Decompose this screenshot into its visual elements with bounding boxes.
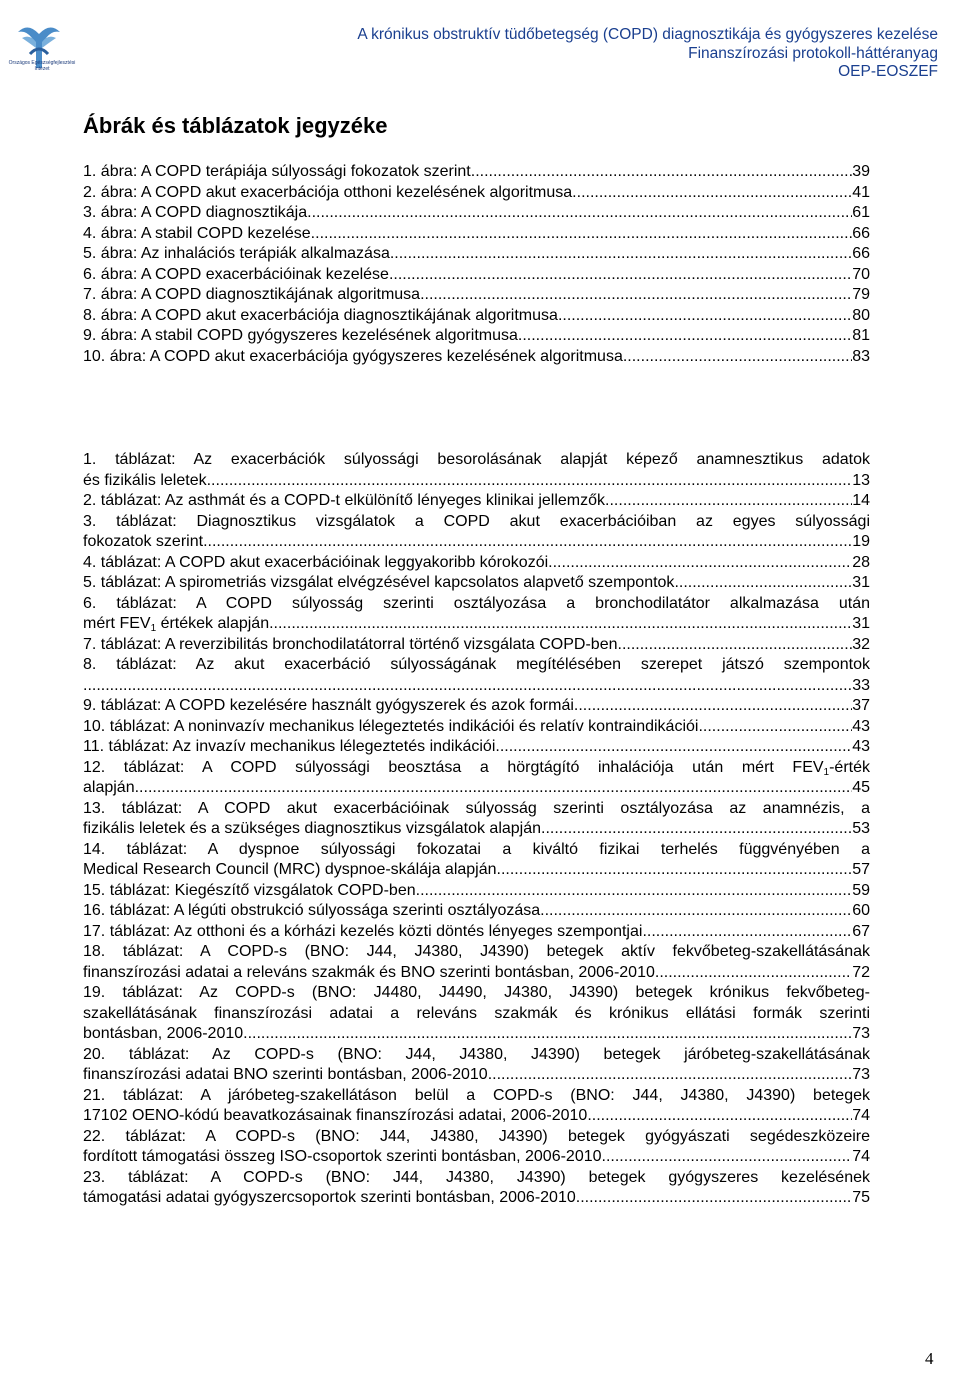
toc-entry-line: 14. táblázat: A dyspnoe súlyossági fokozatai a kiváltó fizikai terhelés függvényében a (83, 840, 870, 858)
toc-entry-last-line (83, 963, 870, 984)
toc-entry-last-line (83, 491, 870, 512)
toc-entry-last-line (83, 553, 870, 574)
toc-entry-last-line (83, 1188, 870, 1209)
toc-entry-figure (83, 224, 870, 245)
toc-entry-text: alapján (83, 779, 135, 796)
toc-entry-line: 3. táblázat: Diagnosztikus vizsgálatok a COPD akut exacerbációiban az egyes súlyossági (83, 512, 870, 530)
toc-entry-line (83, 758, 870, 779)
figure-list (83, 162, 870, 367)
toc-entry-text: 5. táblázat: A spirometriás vizsgálat elvégzésével kapcsolatos alapvető szempontok (83, 574, 675, 591)
dot-leader (572, 183, 852, 204)
toc-entry-last-line (83, 860, 870, 881)
toc-entry-last-line (83, 717, 870, 738)
header-line-2: Finanszírozási protokoll-háttéranyag (688, 44, 938, 62)
toc-entry-text: 6. ábra: A COPD exacerbációinak kezelése (83, 265, 389, 283)
toc-entry-page: 31 (852, 615, 870, 632)
toc-entry-page: 60 (852, 902, 870, 919)
dot-leader (416, 881, 853, 902)
toc-entry-table (83, 1045, 870, 1086)
toc-entry-page: 81 (852, 327, 870, 344)
toc-entry-table (83, 573, 870, 594)
toc-entry-table (83, 983, 870, 1045)
toc-entry-page: 83 (852, 347, 870, 365)
toc-entry-text: Medical Research Council (MRC) dyspnoe-skálája alapján (83, 861, 497, 878)
toc-entry-page: 73 (852, 1066, 870, 1083)
toc-entry-text: 11. táblázat: Az invazív mechanikus lélegeztetés indikációi (83, 738, 496, 755)
toc-entry-line: 18. táblázat: A COPD-s (BNO: J44, J4380, J4390) betegek aktív fekvőbeteg-szakellátásának (83, 943, 870, 960)
toc-entry-line: 20. táblázat: Az COPD-s (BNO: J44, J4380, J4390) betegek járóbeteg-szakellátásának (83, 1045, 870, 1063)
toc-entry-page: 37 (852, 697, 870, 714)
toc-entry-last-line (83, 737, 870, 758)
dot-leader (592, 1106, 852, 1127)
dot-leader (642, 922, 852, 943)
dot-leader (674, 573, 852, 594)
dot-leader (518, 326, 852, 347)
toc-entry-page: 75 (852, 1189, 870, 1206)
dot-leader (574, 696, 852, 717)
toc-entry-last-line (83, 635, 870, 656)
toc-entry-last-line (83, 819, 870, 840)
dot-leader (495, 737, 852, 758)
toc-entry-text: 7. ábra: A COPD diagnosztikájának algoritmusa (83, 286, 421, 303)
dot-leader (207, 471, 853, 492)
toc-entry-text: 2. ábra: A COPD akut exacerbációja otthoni kezelésének algoritmusa (83, 183, 573, 201)
toc-entry-page: 66 (852, 224, 870, 242)
toc-entry-table (83, 594, 870, 635)
toc-entry-page: 73 (852, 1025, 870, 1042)
dot-leader (541, 819, 852, 840)
toc-entry-line: 22. táblázat: A COPD-s (BNO: J44, J4380, J4390) betegek gyógyászati segédeszközeire (83, 1127, 870, 1145)
toc-entry-page: 43 (852, 717, 870, 735)
toc-entry-table (83, 922, 870, 943)
toc-entry-last-line (83, 1065, 870, 1086)
toc-entry-page: 66 (852, 245, 870, 262)
toc-entry-table (83, 1127, 870, 1168)
toc-entry-line: 21. táblázat: A járóbeteg-szakellátáson belül a COPD-s (BNO: J44, J4380, J4390) betegek (83, 1086, 870, 1104)
dot-leader (618, 635, 853, 656)
toc-entry-table (83, 942, 870, 983)
toc-entry-page: 57 (852, 861, 870, 878)
toc-entry-text: 3. ábra: A COPD diagnosztikája (83, 204, 308, 221)
dot-leader (307, 203, 852, 224)
toc-entry-last-line (83, 1147, 870, 1168)
toc-entry-page: 33 (852, 676, 870, 694)
dot-leader (558, 306, 852, 327)
toc-entry-last-line (83, 614, 870, 635)
toc-entry-page: 59 (852, 881, 870, 899)
toc-entry-table (83, 717, 870, 738)
toc-entry-table (83, 635, 870, 656)
toc-entry-table (83, 881, 870, 902)
toc-entry-table (83, 901, 870, 922)
dot-leader (606, 1147, 852, 1168)
toc-entry-page: 19 (852, 533, 870, 550)
toc-entry-table (83, 758, 870, 799)
toc-entry-table (83, 696, 870, 717)
toc-entry-figure (83, 244, 870, 265)
toc-entry-last-line (83, 881, 870, 902)
toc-entry-figure (83, 183, 870, 204)
toc-entry-table (83, 491, 870, 512)
toc-entry-page: 74 (852, 1148, 870, 1165)
dot-leader (548, 553, 852, 574)
toc-entry-page: 72 (852, 963, 870, 981)
toc-entry-text: finanszírozási adatai BNO szerinti bontásban, 2006-2010. (83, 1066, 493, 1083)
dot-leader (698, 717, 852, 738)
toc-entry-line: 8. táblázat: Az akut exacerbáció súlyosságának megítélésében szerepet játszó szempontok (83, 656, 870, 673)
toc-entry-table (83, 737, 870, 758)
toc-entry-page: 32 (852, 635, 870, 653)
dot-leader (540, 901, 852, 922)
toc-entry-text: 10. ábra: A COPD akut exacerbációja gyógyszeres kezelésének algoritmusa (83, 347, 623, 365)
toc-entry-figure (83, 265, 870, 286)
toc-entry-page: 28 (852, 553, 870, 571)
toc-line-subscript: 1 (823, 766, 830, 778)
dot-leader (580, 1188, 852, 1209)
toc-entry-table (83, 512, 870, 553)
toc-entry-text: 5. ábra: Az inhalációs terápiák alkalmazása (83, 245, 390, 262)
toc-entry-line: 6. táblázat: A COPD súlyosság szerinti osztályozása a bronchodilatátor alkalmazása után (83, 594, 870, 612)
toc-entry-line: 1. táblázat: Az exacerbációk súlyossági besorolásának alapját képező anamnesztikus adatok (83, 451, 870, 468)
dot-leader (492, 1065, 852, 1086)
toc-entry-page: 53 (852, 820, 870, 837)
header-line-1: A krónikus obstruktív tüdőbetegség (COPD) diagnosztikája és gyógyszeres kezelése (357, 26, 938, 43)
toc-line-text: mért FEV (83, 615, 151, 632)
toc-entry-page: 67 (852, 922, 870, 940)
toc-entry-text: 9. táblázat: A COPD kezelésére használt gyógyszerek és azok formái (83, 697, 574, 714)
toc-line-text: 12. táblázat: A COPD súlyossági beosztása a hörgtágító inhalációja után mért FEV (83, 758, 824, 776)
toc-entry-text: 9. ábra: A stabil COPD gyógyszeres kezelésének algoritmusa (83, 327, 518, 344)
logo-caption: Országos Egészségfejlesztési Intézet (8, 60, 76, 72)
dot-leader (471, 162, 852, 183)
dot-leader (390, 244, 852, 265)
toc-entry-text: 2. táblázat: Az asthmát és a COPD-t elkülönítő lényeges klinikai jellemzők (83, 492, 606, 509)
toc-entry-figure (83, 203, 870, 224)
toc-entry-table (83, 840, 870, 881)
toc-entry-table (83, 1086, 870, 1127)
toc-entry-text: fizikális leletek és a szükséges diagnosztikus vizsgálatok alapján (83, 820, 542, 837)
dot-leader (248, 1024, 853, 1045)
toc-entry-line: 23. táblázat: A COPD-s (BNO: J44, J4380, J4390) betegek gyógyszeres kezelésének (83, 1168, 870, 1186)
toc-entry-text: fordított támogatási összeg ISO-csoportok szerinti bontásban, 2006-2010. (83, 1148, 606, 1165)
toc-entry-text: 7. táblázat: A reverzibilitás bronchodilatátorral történő vizsgálata COPD-ben (83, 635, 618, 653)
toc-entry-last-line (83, 901, 870, 922)
toc-entry-figure (83, 326, 870, 347)
header-text (357, 26, 938, 82)
page-number: 4 (925, 1349, 934, 1368)
table-list (83, 450, 870, 1209)
toc-entry-page: 80 (852, 306, 870, 324)
toc-entry-page: 74 (852, 1107, 870, 1124)
toc-entry-last-line (83, 532, 870, 553)
toc-entry-line: 19. táblázat: Az COPD-s (BNO: J4480, J4490, J4380, J4390) betegek krónikus fekvőbeteg- (83, 984, 870, 1001)
dot-leader (389, 265, 852, 286)
toc-entry-text: 10. táblázat: A noninvazív mechanikus lélegeztetés indikációi és relatív kontraindikációi (83, 717, 699, 735)
toc-entry-figure (83, 306, 870, 327)
toc-entry-text: bontásban, 2006-2010. (83, 1025, 248, 1042)
dot-leader (659, 963, 852, 984)
dot-leader (269, 614, 852, 635)
dot-leader (420, 285, 852, 306)
dot-leader (623, 347, 852, 368)
toc-entry-text: 4. táblázat: A COPD akut exacerbációinak leggyakoribb kórokozói (83, 553, 549, 571)
dot-leader (203, 532, 852, 553)
toc-line-subscript: 1 (150, 623, 157, 634)
toc-entry-last-line (83, 573, 870, 594)
toc-entry-line: 13. táblázat: A COPD akut exacerbációinak súlyosság szerinti osztályozása az anamnézis, a (83, 799, 870, 817)
toc-entry-page: 70 (852, 265, 870, 283)
header-line-3: OEP-EOSZEF (838, 63, 938, 80)
dot-leader (497, 860, 853, 881)
toc-line-text: értékek alapján (156, 615, 270, 632)
toc-entry-text: 15. táblázat: Kiegészítő vizsgálatok COPD-ben (83, 881, 416, 899)
toc-entry-last-line (83, 1024, 870, 1045)
toc-entry-last-line (83, 778, 870, 799)
toc-entry-text: 16. táblázat: A légúti obstrukció súlyossága szerinti osztályozása (83, 902, 541, 919)
toc-entry-last-line (83, 1106, 870, 1127)
toc-line-text: -érték (829, 758, 870, 776)
toc-entry-table (83, 655, 870, 696)
toc-entry-text (83, 614, 269, 635)
toc-entry-text: támogatási adatai gyógyszercsoportok szerinti bontásban, 2006-2010. (83, 1189, 581, 1206)
toc-entry-last-line (83, 471, 870, 492)
toc-entry-page: 31 (852, 574, 870, 591)
toc-entry-page: 14 (852, 492, 870, 509)
toc-entry-page: 45 (852, 779, 870, 796)
page-title: Ábrák és táblázatok jegyzéke (83, 113, 388, 138)
toc-entry-text: 1. ábra: A COPD terápiája súlyossági fokozatok szerint (83, 163, 471, 180)
toc-entry-page: 61 (852, 204, 870, 221)
toc-entry-page: 41 (852, 183, 870, 201)
toc-entry-text: és fizikális leletek (83, 471, 207, 489)
toc-entry-last-line (83, 676, 870, 697)
toc-entry-last-line (83, 696, 870, 717)
toc-entry-last-line (83, 922, 870, 943)
toc-entry-table (83, 1168, 870, 1209)
toc-entry-text: finanszírozási adatai a releváns szakmák és BNO szerinti bontásban, 2006-2010. (83, 963, 660, 981)
dot-leader (83, 676, 852, 697)
toc-entry-page: 79 (852, 286, 870, 303)
toc-entry-text: 17. táblázat: Az otthoni és a kórházi kezelés közti döntés lényeges szempontjai (83, 922, 643, 940)
toc-entry-figure (83, 285, 870, 306)
toc-entry-page: 39 (852, 163, 870, 180)
toc-entry-page: 43 (852, 738, 870, 755)
toc-entry-text: 17102 OENO-kódú beavatkozásainak finanszírozási adatai, 2006-2010. (83, 1107, 592, 1124)
toc-entry-figure (83, 162, 870, 183)
dot-leader (311, 224, 853, 245)
toc-entry-line: szakellátásának finanszírozási adatai a releváns szakmák és krónikus ellátási formák szerinti (83, 1004, 870, 1022)
toc-entry-table (83, 450, 870, 491)
toc-entry-text: 4. ábra: A stabil COPD kezelése (83, 224, 311, 242)
page-header (0, 0, 960, 92)
toc-entry-text: fokozatok szerint (83, 533, 204, 550)
toc-entry-table (83, 799, 870, 840)
toc-entry-table (83, 553, 870, 574)
dot-leader (135, 778, 853, 799)
toc-entry-text: 8. ábra: A COPD akut exacerbációja diagnosztikájának algoritmusa (83, 306, 558, 324)
dot-leader (605, 491, 852, 512)
toc-entry-page: 13 (852, 471, 870, 489)
toc-entry-figure (83, 347, 870, 368)
